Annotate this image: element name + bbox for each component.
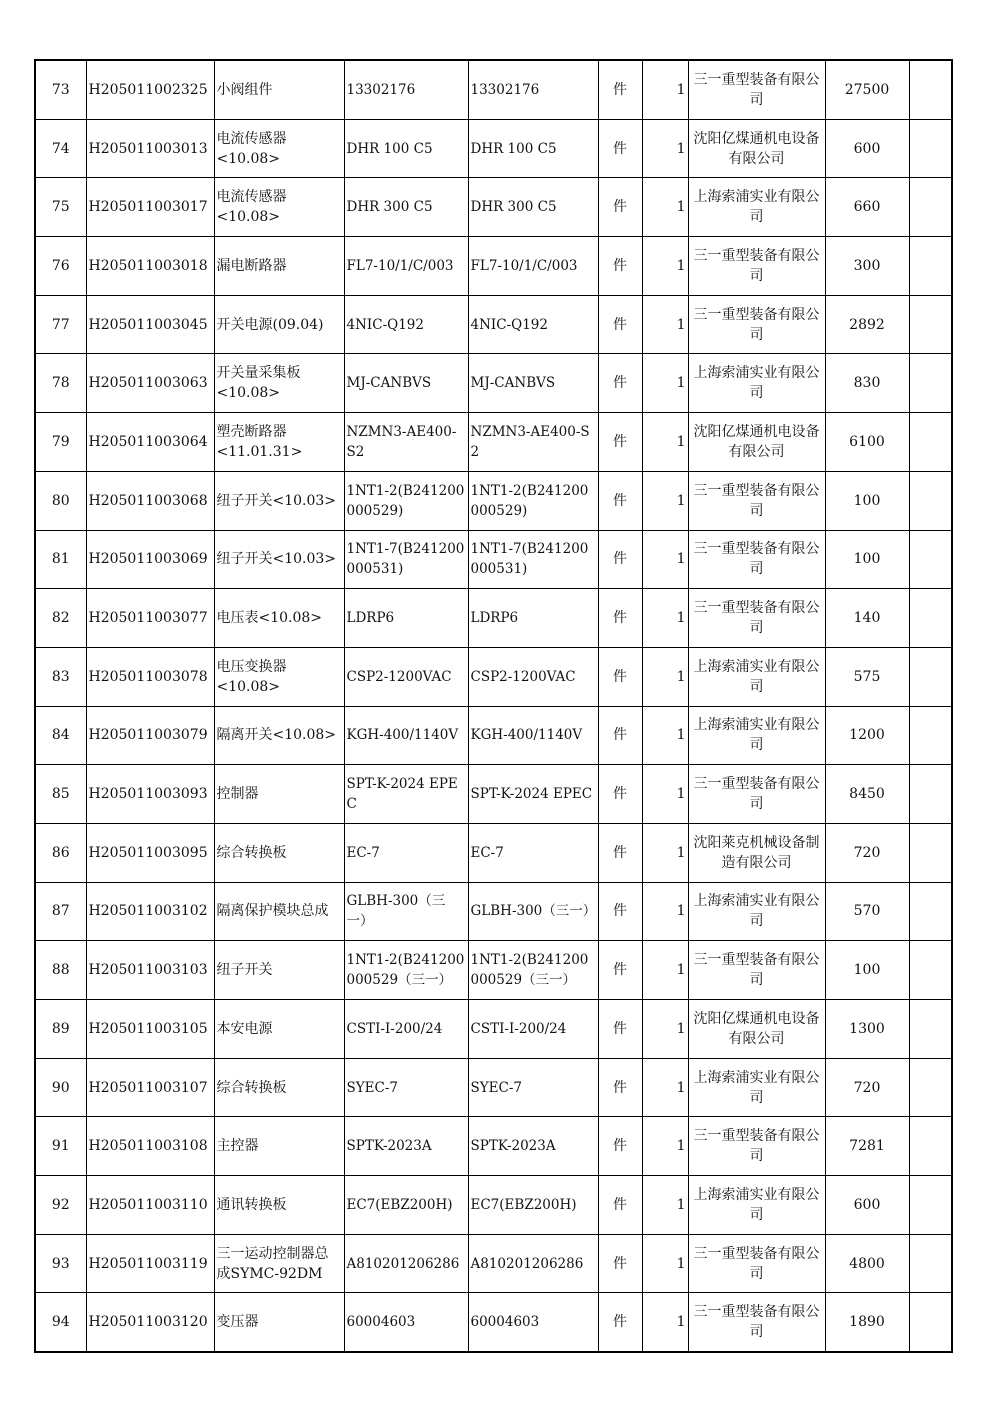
unit-cell: 件	[598, 295, 642, 354]
row-number-cell: 88	[35, 941, 86, 1000]
table-row	[35, 1058, 952, 1117]
table-row	[35, 589, 952, 648]
table-row	[35, 1117, 952, 1176]
supplier-cell: 三一重型装备有限公司	[688, 765, 825, 824]
empty-cell-cell	[909, 1176, 952, 1235]
supplier-cell: 沈阳亿煤通机电设备有限公司	[688, 119, 825, 178]
row-number-cell: 94	[35, 1293, 86, 1352]
part-code-cell: H205011003068	[86, 471, 214, 530]
row-number-cell: 84	[35, 706, 86, 765]
table-row	[35, 60, 952, 119]
part-name-cell: 塑壳断路器<11.01.31>	[214, 413, 344, 472]
price-cell: 2892	[825, 295, 909, 354]
part-name-cell: 电压表<10.08>	[214, 589, 344, 648]
model-spec-cell: 1NT1-2(B241200000529（三一）	[344, 941, 468, 1000]
row-number-cell: 76	[35, 237, 86, 296]
empty-cell-cell	[909, 237, 952, 296]
part-code-cell: H205011003095	[86, 823, 214, 882]
quantity-cell: 1	[642, 295, 688, 354]
supplier-cell: 三一重型装备有限公司	[688, 530, 825, 589]
supplier-cell: 上海索浦实业有限公司	[688, 706, 825, 765]
model-spec-2-cell: NZMN3-AE400-S2	[468, 413, 598, 472]
supplier-cell: 三一重型装备有限公司	[688, 237, 825, 296]
unit-cell: 件	[598, 1234, 642, 1293]
empty-cell-cell	[909, 1058, 952, 1117]
supplier-cell: 上海索浦实业有限公司	[688, 354, 825, 413]
part-name-cell: 隔离保护模块总成	[214, 882, 344, 941]
quantity-cell: 1	[642, 178, 688, 237]
part-name-cell: 电流传感器<10.08>	[214, 178, 344, 237]
empty-cell-cell	[909, 823, 952, 882]
row-number-cell: 73	[35, 60, 86, 119]
supplier-cell: 三一重型装备有限公司	[688, 1117, 825, 1176]
part-code-cell: H205011003045	[86, 295, 214, 354]
table-row	[35, 823, 952, 882]
part-name-cell: 三一运动控制器总成SYMC-92DM	[214, 1234, 344, 1293]
part-code-cell: H205011003017	[86, 178, 214, 237]
table-row	[35, 941, 952, 1000]
unit-cell: 件	[598, 178, 642, 237]
unit-cell: 件	[598, 1117, 642, 1176]
supplier-cell: 上海索浦实业有限公司	[688, 1058, 825, 1117]
supplier-cell: 三一重型装备有限公司	[688, 1234, 825, 1293]
model-spec-cell: EC7(EBZ200H)	[344, 1176, 468, 1235]
price-cell: 6100	[825, 413, 909, 472]
empty-cell-cell	[909, 530, 952, 589]
part-code-cell: H205011003064	[86, 413, 214, 472]
part-code-cell: H205011002325	[86, 60, 214, 119]
part-name-cell: 漏电断路器	[214, 237, 344, 296]
price-cell: 8450	[825, 765, 909, 824]
quantity-cell: 1	[642, 882, 688, 941]
quantity-cell: 1	[642, 765, 688, 824]
quantity-cell: 1	[642, 530, 688, 589]
part-code-cell: H205011003013	[86, 119, 214, 178]
price-cell: 1890	[825, 1293, 909, 1352]
quantity-cell: 1	[642, 1117, 688, 1176]
empty-cell-cell	[909, 1234, 952, 1293]
part-name-cell: 纽子开关<10.03>	[214, 471, 344, 530]
row-number-cell: 89	[35, 1000, 86, 1059]
model-spec-2-cell: MJ-CANBVS	[468, 354, 598, 413]
unit-cell: 件	[598, 647, 642, 706]
table-row	[35, 413, 952, 472]
model-spec-2-cell: SPTK-2023A	[468, 1117, 598, 1176]
unit-cell: 件	[598, 589, 642, 648]
model-spec-2-cell: DHR 100 C5	[468, 119, 598, 178]
model-spec-cell: A810201206286	[344, 1234, 468, 1293]
part-name-cell: 纽子开关	[214, 941, 344, 1000]
unit-cell: 件	[598, 60, 642, 119]
quantity-cell: 1	[642, 354, 688, 413]
supplier-cell: 三一重型装备有限公司	[688, 471, 825, 530]
row-number-cell: 87	[35, 882, 86, 941]
empty-cell-cell	[909, 1293, 952, 1352]
table-row	[35, 295, 952, 354]
part-name-cell: 开关量采集板<10.08>	[214, 354, 344, 413]
unit-cell: 件	[598, 119, 642, 178]
model-spec-2-cell: 1NT1-2(B241200000529（三一）	[468, 941, 598, 1000]
table-row	[35, 1176, 952, 1235]
price-cell: 4800	[825, 1234, 909, 1293]
part-code-cell: H205011003108	[86, 1117, 214, 1176]
part-code-cell: H205011003018	[86, 237, 214, 296]
price-cell: 600	[825, 119, 909, 178]
supplier-cell: 三一重型装备有限公司	[688, 1293, 825, 1352]
price-cell: 570	[825, 882, 909, 941]
supplier-cell: 三一重型装备有限公司	[688, 941, 825, 1000]
parts-table	[34, 59, 953, 1353]
model-spec-cell: 1NT1-7(B241200000531)	[344, 530, 468, 589]
table-row	[35, 530, 952, 589]
part-name-cell: 变压器	[214, 1293, 344, 1352]
quantity-cell: 1	[642, 706, 688, 765]
price-cell: 1200	[825, 706, 909, 765]
model-spec-2-cell: 4NIC-Q192	[468, 295, 598, 354]
model-spec-cell: 13302176	[344, 60, 468, 119]
table-row	[35, 1000, 952, 1059]
model-spec-2-cell: LDRP6	[468, 589, 598, 648]
model-spec-cell: EC-7	[344, 823, 468, 882]
model-spec-cell: LDRP6	[344, 589, 468, 648]
part-code-cell: H205011003110	[86, 1176, 214, 1235]
price-cell: 300	[825, 237, 909, 296]
unit-cell: 件	[598, 1176, 642, 1235]
quantity-cell: 1	[642, 1176, 688, 1235]
part-name-cell: 主控器	[214, 1117, 344, 1176]
model-spec-cell: NZMN3-AE400-S2	[344, 413, 468, 472]
part-name-cell: 综合转换板	[214, 1058, 344, 1117]
row-number-cell: 83	[35, 647, 86, 706]
empty-cell-cell	[909, 706, 952, 765]
quantity-cell: 1	[642, 119, 688, 178]
model-spec-cell: 60004603	[344, 1293, 468, 1352]
part-code-cell: H205011003078	[86, 647, 214, 706]
table-body	[35, 60, 952, 1352]
model-spec-2-cell: A810201206286	[468, 1234, 598, 1293]
model-spec-cell: KGH-400/1140V	[344, 706, 468, 765]
supplier-cell: 沈阳亿煤通机电设备有限公司	[688, 413, 825, 472]
empty-cell-cell	[909, 178, 952, 237]
part-code-cell: H205011003063	[86, 354, 214, 413]
model-spec-cell: SPT-K-2024 EPEC	[344, 765, 468, 824]
quantity-cell: 1	[642, 471, 688, 530]
part-code-cell: H205011003120	[86, 1293, 214, 1352]
empty-cell-cell	[909, 941, 952, 1000]
table-row	[35, 119, 952, 178]
model-spec-cell: FL7-10/1/C/003	[344, 237, 468, 296]
model-spec-cell: 1NT1-2(B241200000529)	[344, 471, 468, 530]
supplier-cell: 上海索浦实业有限公司	[688, 178, 825, 237]
row-number-cell: 81	[35, 530, 86, 589]
empty-cell-cell	[909, 295, 952, 354]
table-row	[35, 178, 952, 237]
table-row	[35, 354, 952, 413]
unit-cell: 件	[598, 706, 642, 765]
part-name-cell: 控制器	[214, 765, 344, 824]
unit-cell: 件	[598, 1000, 642, 1059]
supplier-cell: 沈阳莱克机械设备制造有限公司	[688, 823, 825, 882]
price-cell: 720	[825, 1058, 909, 1117]
model-spec-2-cell: 1NT1-2(B241200000529)	[468, 471, 598, 530]
part-name-cell: 电流传感器<10.08>	[214, 119, 344, 178]
model-spec-2-cell: EC7(EBZ200H)	[468, 1176, 598, 1235]
model-spec-cell: CSP2-1200VAC	[344, 647, 468, 706]
model-spec-2-cell: KGH-400/1140V	[468, 706, 598, 765]
price-cell: 830	[825, 354, 909, 413]
quantity-cell: 1	[642, 1058, 688, 1117]
quantity-cell: 1	[642, 237, 688, 296]
part-code-cell: H205011003103	[86, 941, 214, 1000]
model-spec-2-cell: FL7-10/1/C/003	[468, 237, 598, 296]
part-code-cell: H205011003079	[86, 706, 214, 765]
part-name-cell: 开关电源(09.04)	[214, 295, 344, 354]
supplier-cell: 上海索浦实业有限公司	[688, 882, 825, 941]
empty-cell-cell	[909, 119, 952, 178]
row-number-cell: 77	[35, 295, 86, 354]
price-cell: 600	[825, 1176, 909, 1235]
price-cell: 7281	[825, 1117, 909, 1176]
quantity-cell: 1	[642, 1293, 688, 1352]
unit-cell: 件	[598, 354, 642, 413]
price-cell: 27500	[825, 60, 909, 119]
part-code-cell: H205011003105	[86, 1000, 214, 1059]
model-spec-2-cell: 13302176	[468, 60, 598, 119]
part-name-cell: 本安电源	[214, 1000, 344, 1059]
empty-cell-cell	[909, 882, 952, 941]
supplier-cell: 三一重型装备有限公司	[688, 295, 825, 354]
empty-cell-cell	[909, 765, 952, 824]
table-row	[35, 882, 952, 941]
row-number-cell: 93	[35, 1234, 86, 1293]
model-spec-2-cell: GLBH-300（三一）	[468, 882, 598, 941]
supplier-cell: 沈阳亿煤通机电设备有限公司	[688, 1000, 825, 1059]
row-number-cell: 75	[35, 178, 86, 237]
part-code-cell: H205011003107	[86, 1058, 214, 1117]
row-number-cell: 82	[35, 589, 86, 648]
unit-cell: 件	[598, 941, 642, 1000]
supplier-cell: 上海索浦实业有限公司	[688, 1176, 825, 1235]
quantity-cell: 1	[642, 60, 688, 119]
supplier-cell: 三一重型装备有限公司	[688, 60, 825, 119]
quantity-cell: 1	[642, 1000, 688, 1059]
table-row	[35, 765, 952, 824]
model-spec-2-cell: EC-7	[468, 823, 598, 882]
empty-cell-cell	[909, 60, 952, 119]
quantity-cell: 1	[642, 1234, 688, 1293]
unit-cell: 件	[598, 471, 642, 530]
empty-cell-cell	[909, 1000, 952, 1059]
part-code-cell: H205011003102	[86, 882, 214, 941]
model-spec-2-cell: CSP2-1200VAC	[468, 647, 598, 706]
part-code-cell: H205011003093	[86, 765, 214, 824]
price-cell: 100	[825, 530, 909, 589]
row-number-cell: 92	[35, 1176, 86, 1235]
empty-cell-cell	[909, 589, 952, 648]
unit-cell: 件	[598, 765, 642, 824]
table-row	[35, 471, 952, 530]
price-cell: 660	[825, 178, 909, 237]
price-cell: 720	[825, 823, 909, 882]
model-spec-2-cell: DHR 300 C5	[468, 178, 598, 237]
part-code-cell: H205011003077	[86, 589, 214, 648]
row-number-cell: 79	[35, 413, 86, 472]
table-row	[35, 1293, 952, 1352]
part-name-cell: 综合转换板	[214, 823, 344, 882]
row-number-cell: 91	[35, 1117, 86, 1176]
unit-cell: 件	[598, 823, 642, 882]
quantity-cell: 1	[642, 589, 688, 648]
part-name-cell: 通讯转换板	[214, 1176, 344, 1235]
empty-cell-cell	[909, 647, 952, 706]
model-spec-cell: 4NIC-Q192	[344, 295, 468, 354]
empty-cell-cell	[909, 413, 952, 472]
row-number-cell: 85	[35, 765, 86, 824]
empty-cell-cell	[909, 354, 952, 413]
price-cell: 1300	[825, 1000, 909, 1059]
model-spec-cell: CSTI-I-200/24	[344, 1000, 468, 1059]
model-spec-cell: MJ-CANBVS	[344, 354, 468, 413]
empty-cell-cell	[909, 471, 952, 530]
unit-cell: 件	[598, 413, 642, 472]
unit-cell: 件	[598, 1293, 642, 1352]
table-row	[35, 647, 952, 706]
row-number-cell: 90	[35, 1058, 86, 1117]
table-row	[35, 706, 952, 765]
model-spec-cell: DHR 300 C5	[344, 178, 468, 237]
price-cell: 100	[825, 471, 909, 530]
part-name-cell: 纽子开关<10.03>	[214, 530, 344, 589]
price-cell: 140	[825, 589, 909, 648]
table-row	[35, 1234, 952, 1293]
model-spec-2-cell: SYEC-7	[468, 1058, 598, 1117]
supplier-cell: 三一重型装备有限公司	[688, 589, 825, 648]
row-number-cell: 78	[35, 354, 86, 413]
model-spec-cell: SYEC-7	[344, 1058, 468, 1117]
quantity-cell: 1	[642, 823, 688, 882]
unit-cell: 件	[598, 882, 642, 941]
model-spec-2-cell: CSTI-I-200/24	[468, 1000, 598, 1059]
model-spec-2-cell: 1NT1-7(B241200000531)	[468, 530, 598, 589]
row-number-cell: 74	[35, 119, 86, 178]
model-spec-cell: GLBH-300（三一）	[344, 882, 468, 941]
price-cell: 100	[825, 941, 909, 1000]
part-name-cell: 电压变换器<10.08>	[214, 647, 344, 706]
quantity-cell: 1	[642, 413, 688, 472]
part-code-cell: H205011003069	[86, 530, 214, 589]
price-cell: 575	[825, 647, 909, 706]
model-spec-cell: DHR 100 C5	[344, 119, 468, 178]
unit-cell: 件	[598, 530, 642, 589]
part-name-cell: 小阀组件	[214, 60, 344, 119]
model-spec-2-cell: 60004603	[468, 1293, 598, 1352]
unit-cell: 件	[598, 1058, 642, 1117]
unit-cell: 件	[598, 237, 642, 296]
model-spec-cell: SPTK-2023A	[344, 1117, 468, 1176]
quantity-cell: 1	[642, 647, 688, 706]
model-spec-2-cell: SPT-K-2024 EPEC	[468, 765, 598, 824]
part-name-cell: 隔离开关<10.08>	[214, 706, 344, 765]
row-number-cell: 80	[35, 471, 86, 530]
part-code-cell: H205011003119	[86, 1234, 214, 1293]
table-row	[35, 237, 952, 296]
supplier-cell: 上海索浦实业有限公司	[688, 647, 825, 706]
empty-cell-cell	[909, 1117, 952, 1176]
quantity-cell: 1	[642, 941, 688, 1000]
row-number-cell: 86	[35, 823, 86, 882]
